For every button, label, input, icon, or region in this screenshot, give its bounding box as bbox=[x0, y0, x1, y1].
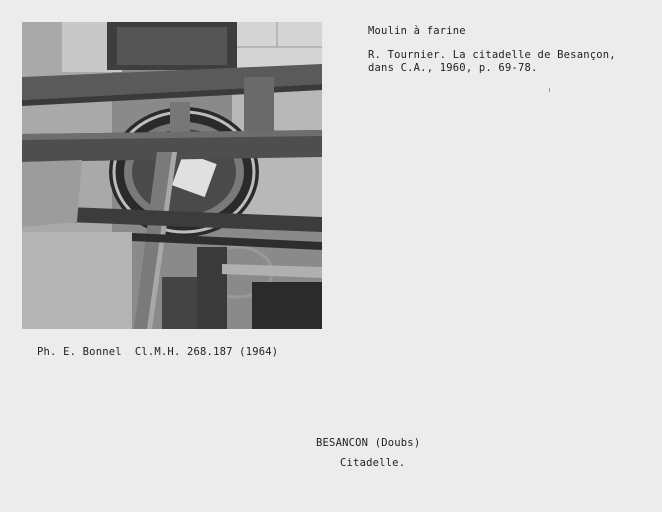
bibliographic-reference-line-1: R. Tournier. La citadelle de Besançon, bbox=[368, 49, 616, 61]
bibliographic-reference-line-2: dans C.A., 1960, p. 69-78. bbox=[368, 62, 538, 74]
location-name: BESANCON (Doubs) bbox=[316, 437, 421, 449]
photograph-image bbox=[22, 22, 322, 329]
photograph-mill-mechanism bbox=[22, 22, 322, 329]
paper-speck bbox=[549, 88, 550, 92]
site-name: Citadelle. bbox=[340, 457, 406, 469]
record-title: Moulin à farine bbox=[368, 25, 466, 37]
photo-credit: Ph. E. Bonnel Cl.M.H. 268.187 (1964) bbox=[37, 346, 279, 358]
